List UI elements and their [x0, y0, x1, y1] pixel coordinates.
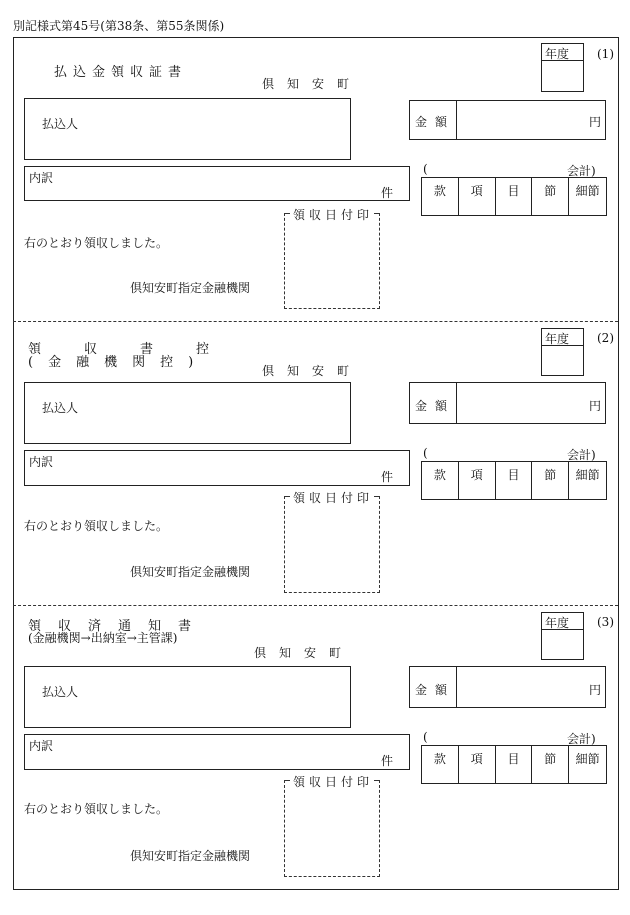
- amount-label: 金額: [415, 399, 456, 413]
- payer-label: 払込人: [42, 685, 79, 699]
- section-subtitle: (金融機関控): [28, 355, 209, 370]
- section-subtitle: (金融機関→出納室→主管課): [28, 631, 178, 645]
- account-saisetsu: 細節: [569, 178, 607, 216]
- town-name: 倶知安町: [262, 77, 363, 91]
- account-moku: 目: [495, 178, 532, 216]
- payer-label: 払込人: [42, 401, 79, 415]
- received-statement: 右のとおり領収しました。: [24, 802, 169, 816]
- date-stamp-label: 領収日付印: [293, 491, 374, 505]
- ken-label: 件: [381, 470, 394, 484]
- kaikei-label: 会計): [567, 732, 596, 746]
- kaikei-open: (: [423, 446, 428, 460]
- account-kan: 款: [422, 462, 459, 500]
- kaikei-label: 会計): [567, 164, 596, 178]
- fiscal-year-label: 年度: [545, 616, 570, 630]
- payer-label: 払込人: [42, 117, 79, 131]
- town-name: 倶知安町: [262, 364, 363, 378]
- section-number: (2): [597, 331, 614, 345]
- form-label: 別記様式第45号(第38条、第55条関係): [13, 19, 225, 33]
- account-kou: 項: [458, 462, 495, 500]
- account-moku: 目: [495, 746, 532, 784]
- breakdown-box[interactable]: [24, 450, 410, 486]
- breakdown-label: 内訳: [29, 171, 54, 185]
- designated-bank: 倶知安町指定金融機関: [130, 849, 251, 863]
- kaikei-label: 会計): [567, 448, 596, 462]
- section-title: 領収書控: [28, 342, 253, 357]
- amount-label: 金額: [415, 683, 456, 697]
- ken-label: 件: [381, 186, 394, 200]
- breakdown-box[interactable]: [24, 734, 410, 770]
- received-statement: 右のとおり領収しました。: [24, 236, 169, 250]
- breakdown-label: 内訳: [29, 455, 54, 469]
- received-statement: 右のとおり領収しました。: [24, 519, 169, 533]
- yen-label: 円: [589, 683, 602, 697]
- section-3: [0, 605, 630, 889]
- account-table: [421, 461, 607, 500]
- kaikei-open: (: [423, 162, 428, 176]
- town-name: 倶知安町: [254, 646, 355, 660]
- account-moku: 目: [495, 462, 532, 500]
- ken-label: 件: [381, 754, 394, 768]
- section-number: (1): [597, 47, 614, 61]
- account-setsu: 節: [532, 178, 569, 216]
- date-stamp-label: 領収日付印: [293, 208, 374, 222]
- kaikei-open: (: [423, 730, 428, 744]
- date-stamp-box: [284, 496, 380, 593]
- yen-label: 円: [589, 115, 602, 129]
- account-kou: 項: [458, 178, 495, 216]
- designated-bank: 倶知安町指定金融機関: [130, 281, 251, 295]
- account-kan: 款: [422, 746, 459, 784]
- section-1: [0, 37, 630, 321]
- breakdown-label: 内訳: [29, 739, 54, 753]
- account-table: [421, 745, 607, 784]
- section-2: [0, 321, 630, 605]
- account-setsu: 節: [532, 746, 569, 784]
- section-title: 領収済通知書: [28, 619, 209, 634]
- yen-label: 円: [589, 399, 602, 413]
- account-saisetsu: 細節: [569, 746, 607, 784]
- date-stamp-label: 領収日付印: [293, 775, 374, 789]
- fiscal-year-label: 年度: [545, 47, 570, 61]
- fiscal-year-label: 年度: [545, 332, 570, 346]
- account-kan: 款: [422, 178, 459, 216]
- account-table: [421, 177, 607, 216]
- designated-bank: 倶知安町指定金融機関: [130, 565, 251, 579]
- amount-label: 金額: [415, 115, 456, 129]
- account-kou: 項: [458, 746, 495, 784]
- date-stamp-box: [284, 213, 380, 309]
- account-setsu: 節: [532, 462, 569, 500]
- section-title: 払込金領収証書: [54, 65, 188, 80]
- date-stamp-box: [284, 780, 380, 877]
- breakdown-box[interactable]: [24, 166, 410, 201]
- section-number: (3): [597, 615, 614, 629]
- account-saisetsu: 細節: [569, 462, 607, 500]
